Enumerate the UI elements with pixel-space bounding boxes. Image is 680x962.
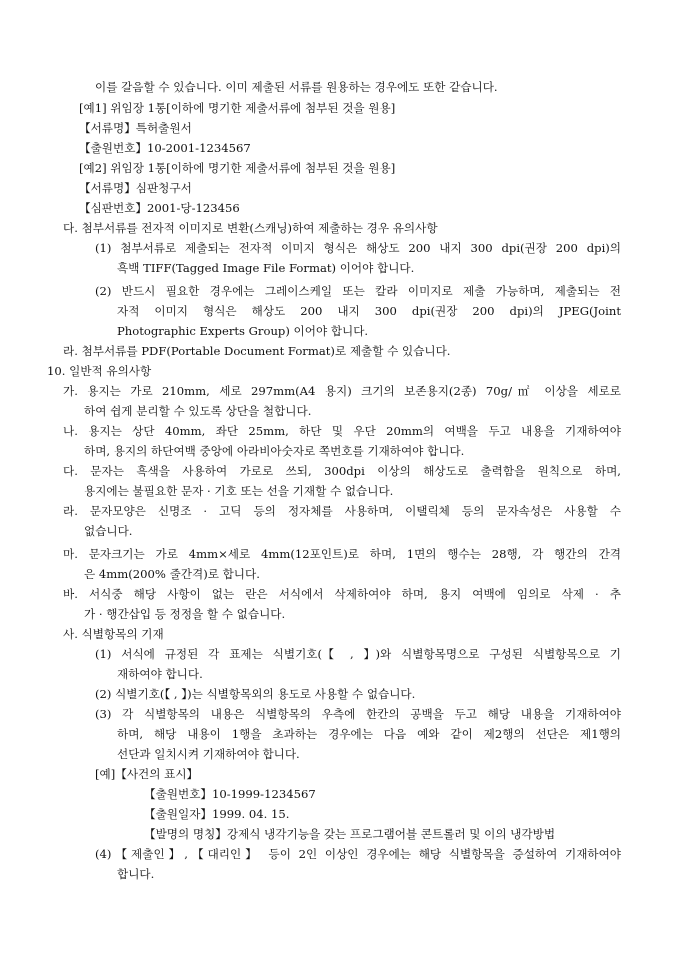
text-line: 가 · 행간삽입 등 정정을 할 수 없습니다. xyxy=(84,607,286,621)
text-line: 다. 문자는 흑색을 사용하여 가로로 쓰되, 300dpi 이상의 해상도로 출력함을 원칙으로 하며, xyxy=(63,464,621,478)
text-line: 합니다. xyxy=(117,867,155,881)
identifier-line: 【출원번호】10-2001-1234567 xyxy=(79,141,251,155)
example-line: [예1] 위임장 1통[이하에 명기한 제출서류에 첨부된 것을 원용] xyxy=(79,101,396,115)
text-line: (2) 반드시 필요한 경우에는 그레이스케일 또는 칼라 이미지로 제출 가능하며, 제출되는 전 xyxy=(95,284,621,298)
identifier-line: 【출원일자】1999. 04. 15. xyxy=(144,807,290,821)
text-line: 가. 용지는 가로 210mm, 세로 297mm(A4 용지) 크기의 보존용지(2종) 70g/㎡ 이상을 세로로 xyxy=(63,384,621,398)
text-line: 하며, 해당 내용이 1행을 초과하는 경우에는 다음 예와 같이 제2행의 선단은 제1행의 xyxy=(117,727,621,741)
text-line: (4)【제출인】,【대리인】 등이 2인 이상인 경우에는 해당 식별항목을 증설하여 기재하여야 xyxy=(95,847,621,861)
section-heading: 라. 첨부서류를 PDF(Portable Document Format)로 제출할 수 있습니다. xyxy=(63,344,451,358)
text-line: 라. 문자모양은 신명조 · 고딕 등의 정자체를 사용하며, 이탤릭체 등의 문자속성은 사용할 수 xyxy=(63,504,621,518)
text-line: 이를 갈음할 수 있습니다. 이미 제출된 서류를 원용하는 경우에도 또한 같습니다. xyxy=(95,80,498,94)
text-line: 나. 용지는 상단 40mm, 좌단 25mm, 하단 및 우단 20mm의 여백을 두고 내용을 기재하여야 xyxy=(63,424,621,438)
text-line: (1) 첨부서류로 제출되는 전자적 이미지 형식은 해상도 200 내지 300 dpi(권장 200 dpi)의 xyxy=(95,241,621,255)
text-line: 용지에는 불필요한 문자 · 기호 또는 선을 기재할 수 없습니다. xyxy=(84,484,394,498)
text-line: 하여 쉽게 분리할 수 있도록 상단을 철합니다. xyxy=(84,404,312,418)
identifier-line: 【서류명】특허출원서 xyxy=(79,121,192,135)
example-line: [예2] 위임장 1통[이하에 명기한 제출서류에 첨부된 것을 원용] xyxy=(79,161,396,175)
text-line: 마. 문자크기는 가로 4mm×세로 4mm(12포인트)로 하며, 1면의 행수는 28행, 각 행간의 간격 xyxy=(63,547,621,561)
text-line: 은 4mm(200% 줄간격)로 합니다. xyxy=(84,567,260,581)
text-line: (1) 서식에 규정된 각 표제는 식별기호(【 , 】)와 식별항목명으로 구성된 식별항목으로 기 xyxy=(95,647,621,661)
identifier-line: 【심판번호】2001-당-123456 xyxy=(79,201,240,215)
text-line: 없습니다. xyxy=(84,524,133,538)
text-line: 선단과 일치시켜 기재하여야 합니다. xyxy=(117,747,300,761)
example-line: [예]【사건의 표시】 xyxy=(95,767,199,781)
section-heading: 다. 첨부서류를 전자적 이미지로 변환(스캐닝)하여 제출하는 경우 유의사항 xyxy=(63,221,438,235)
text-line: (2) 식별기호(【 , 】)는 식별항목외의 용도로 사용할 수 없습니다. xyxy=(95,687,416,701)
text-line: 흑백 TIFF(Tagged Image File Format) 이어야 합니다. xyxy=(117,261,415,275)
text-line: 재하여야 합니다. xyxy=(117,667,203,681)
text-line: 자적 이미지 형식은 해상도 200 내지 300 dpi(권장 200 dpi)의 JPEG(Joint xyxy=(117,304,621,318)
text-line: Photographic Experts Group) 이어야 합니다. xyxy=(117,324,369,338)
identifier-line: 【발명의 명칭】강제식 냉각기능을 갖는 프로그램어블 콘트롤러 및 이의 냉각방법 xyxy=(144,827,556,841)
section-heading: 사. 식별항목의 기재 xyxy=(63,627,164,641)
identifier-line: 【서류명】심판청구서 xyxy=(79,181,192,195)
section-number-heading: 10. 일반적 유의사항 xyxy=(47,364,152,378)
text-line: 바. 서식중 해당 사항이 없는 란은 서식에서 삭제하여야 하며, 용지 여백에 임의로 삭제 · 추 xyxy=(63,587,621,601)
text-line: (3) 각 식별항목의 내용은 식별항목의 우측에 한칸의 공백을 두고 해당 내용을 기재하여야 xyxy=(95,707,621,721)
identifier-line: 【출원번호】10-1999-1234567 xyxy=(144,787,316,801)
text-line: 하며, 용지의 하단여백 중앙에 아라비아숫자로 쪽번호를 기재하여야 합니다. xyxy=(84,444,465,458)
